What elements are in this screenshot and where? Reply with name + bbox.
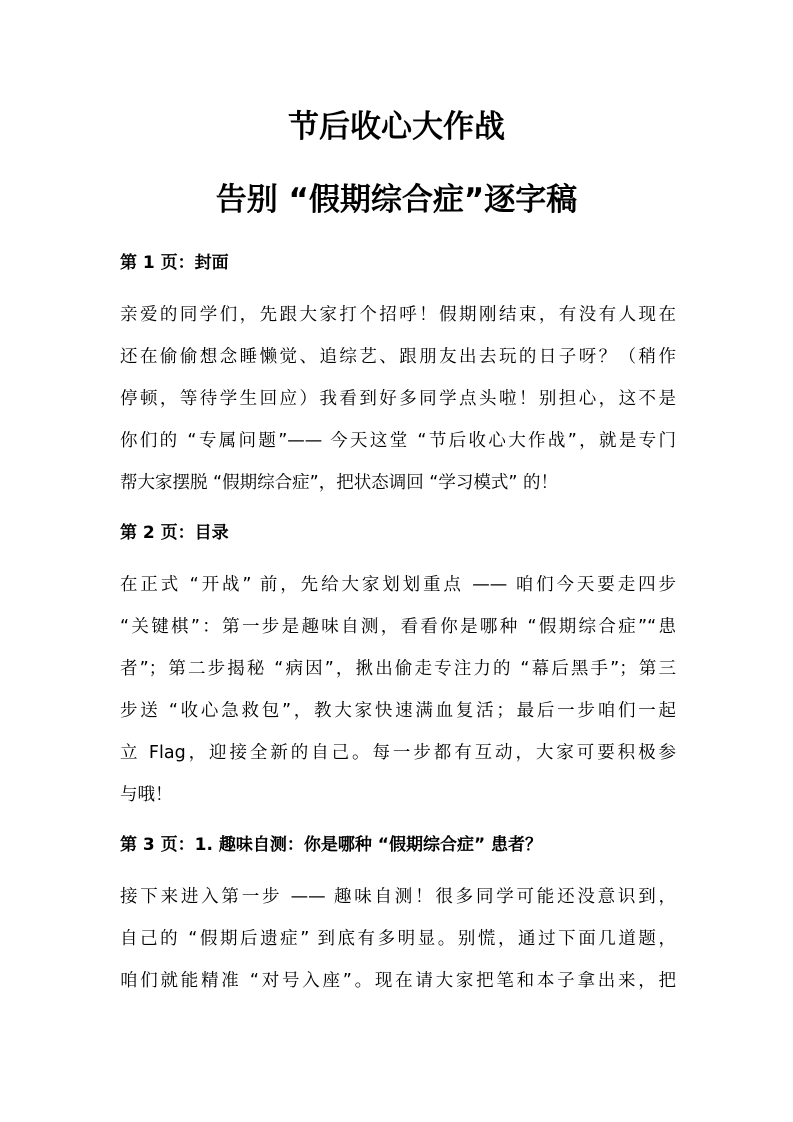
body-line: 你们的 “专属问题”—— 今天这堂 “节后收心大作战”，就是专门	[120, 431, 676, 451]
body-line: 者”；第二步揭秘 “病因”，揪出偷走专注力的 “幕后黑手”；第三	[120, 659, 676, 679]
body-line: 与哦！	[120, 785, 173, 805]
body-line: 在正式 “开战” 前，先给大家划划重点 —— 咱们今天要走四步	[120, 575, 676, 595]
body-line: 停顿，等待学生回应）我看到好多同学点头啦！别担心，这不是	[120, 389, 676, 409]
body-line: 还在偷偷想念睡懒觉、追综艺、跟朋友出去玩的日子呀？（稍作	[120, 347, 676, 367]
body-line: 步送 “收心急救包”，教大家快速满血复活；最后一步咱们一起	[120, 701, 676, 721]
section-heading-page-2: 第 2 页：目录	[120, 523, 229, 543]
section-body-page-1	[120, 294, 676, 504]
body-line: 咱们就能精准 “对号入座”。现在请大家把笔和本子拿出来，把	[120, 971, 676, 991]
section-heading-page-1: 第 1 页：封面	[120, 253, 229, 273]
body-line: 接下来进入第一步 —— 趣味自测！很多同学可能还没意识到，	[120, 887, 676, 907]
body-line: 亲爱的同学们，先跟大家打个招呼！假期刚结束，有没有人现在	[120, 305, 676, 325]
section-body-page-3	[120, 876, 676, 1002]
section-heading-page-3: 第 3 页：1. 趣味自测：你是哪种 “假期综合症” 患者？	[120, 835, 543, 855]
body-line: “关键棋”：第一步是趣味自测，看看你是哪种 “假期综合症”“患	[120, 617, 676, 637]
body-line: 帮大家摆脱 “假期综合症”，把状态调回 “学习模式” 的！	[120, 473, 558, 493]
body-line: 自己的 “假期后遗症” 到底有多明显。别慌，通过下面几道题，	[120, 929, 676, 949]
document-subtitle: 告别 “假期综合症”逐字稿	[215, 182, 578, 218]
document-title: 节后收心大作战	[288, 109, 505, 145]
body-line: 立 Flag，迎接全新的自己。每一步都有互动，大家可要积极参	[120, 743, 676, 763]
section-body-page-2	[120, 564, 676, 816]
